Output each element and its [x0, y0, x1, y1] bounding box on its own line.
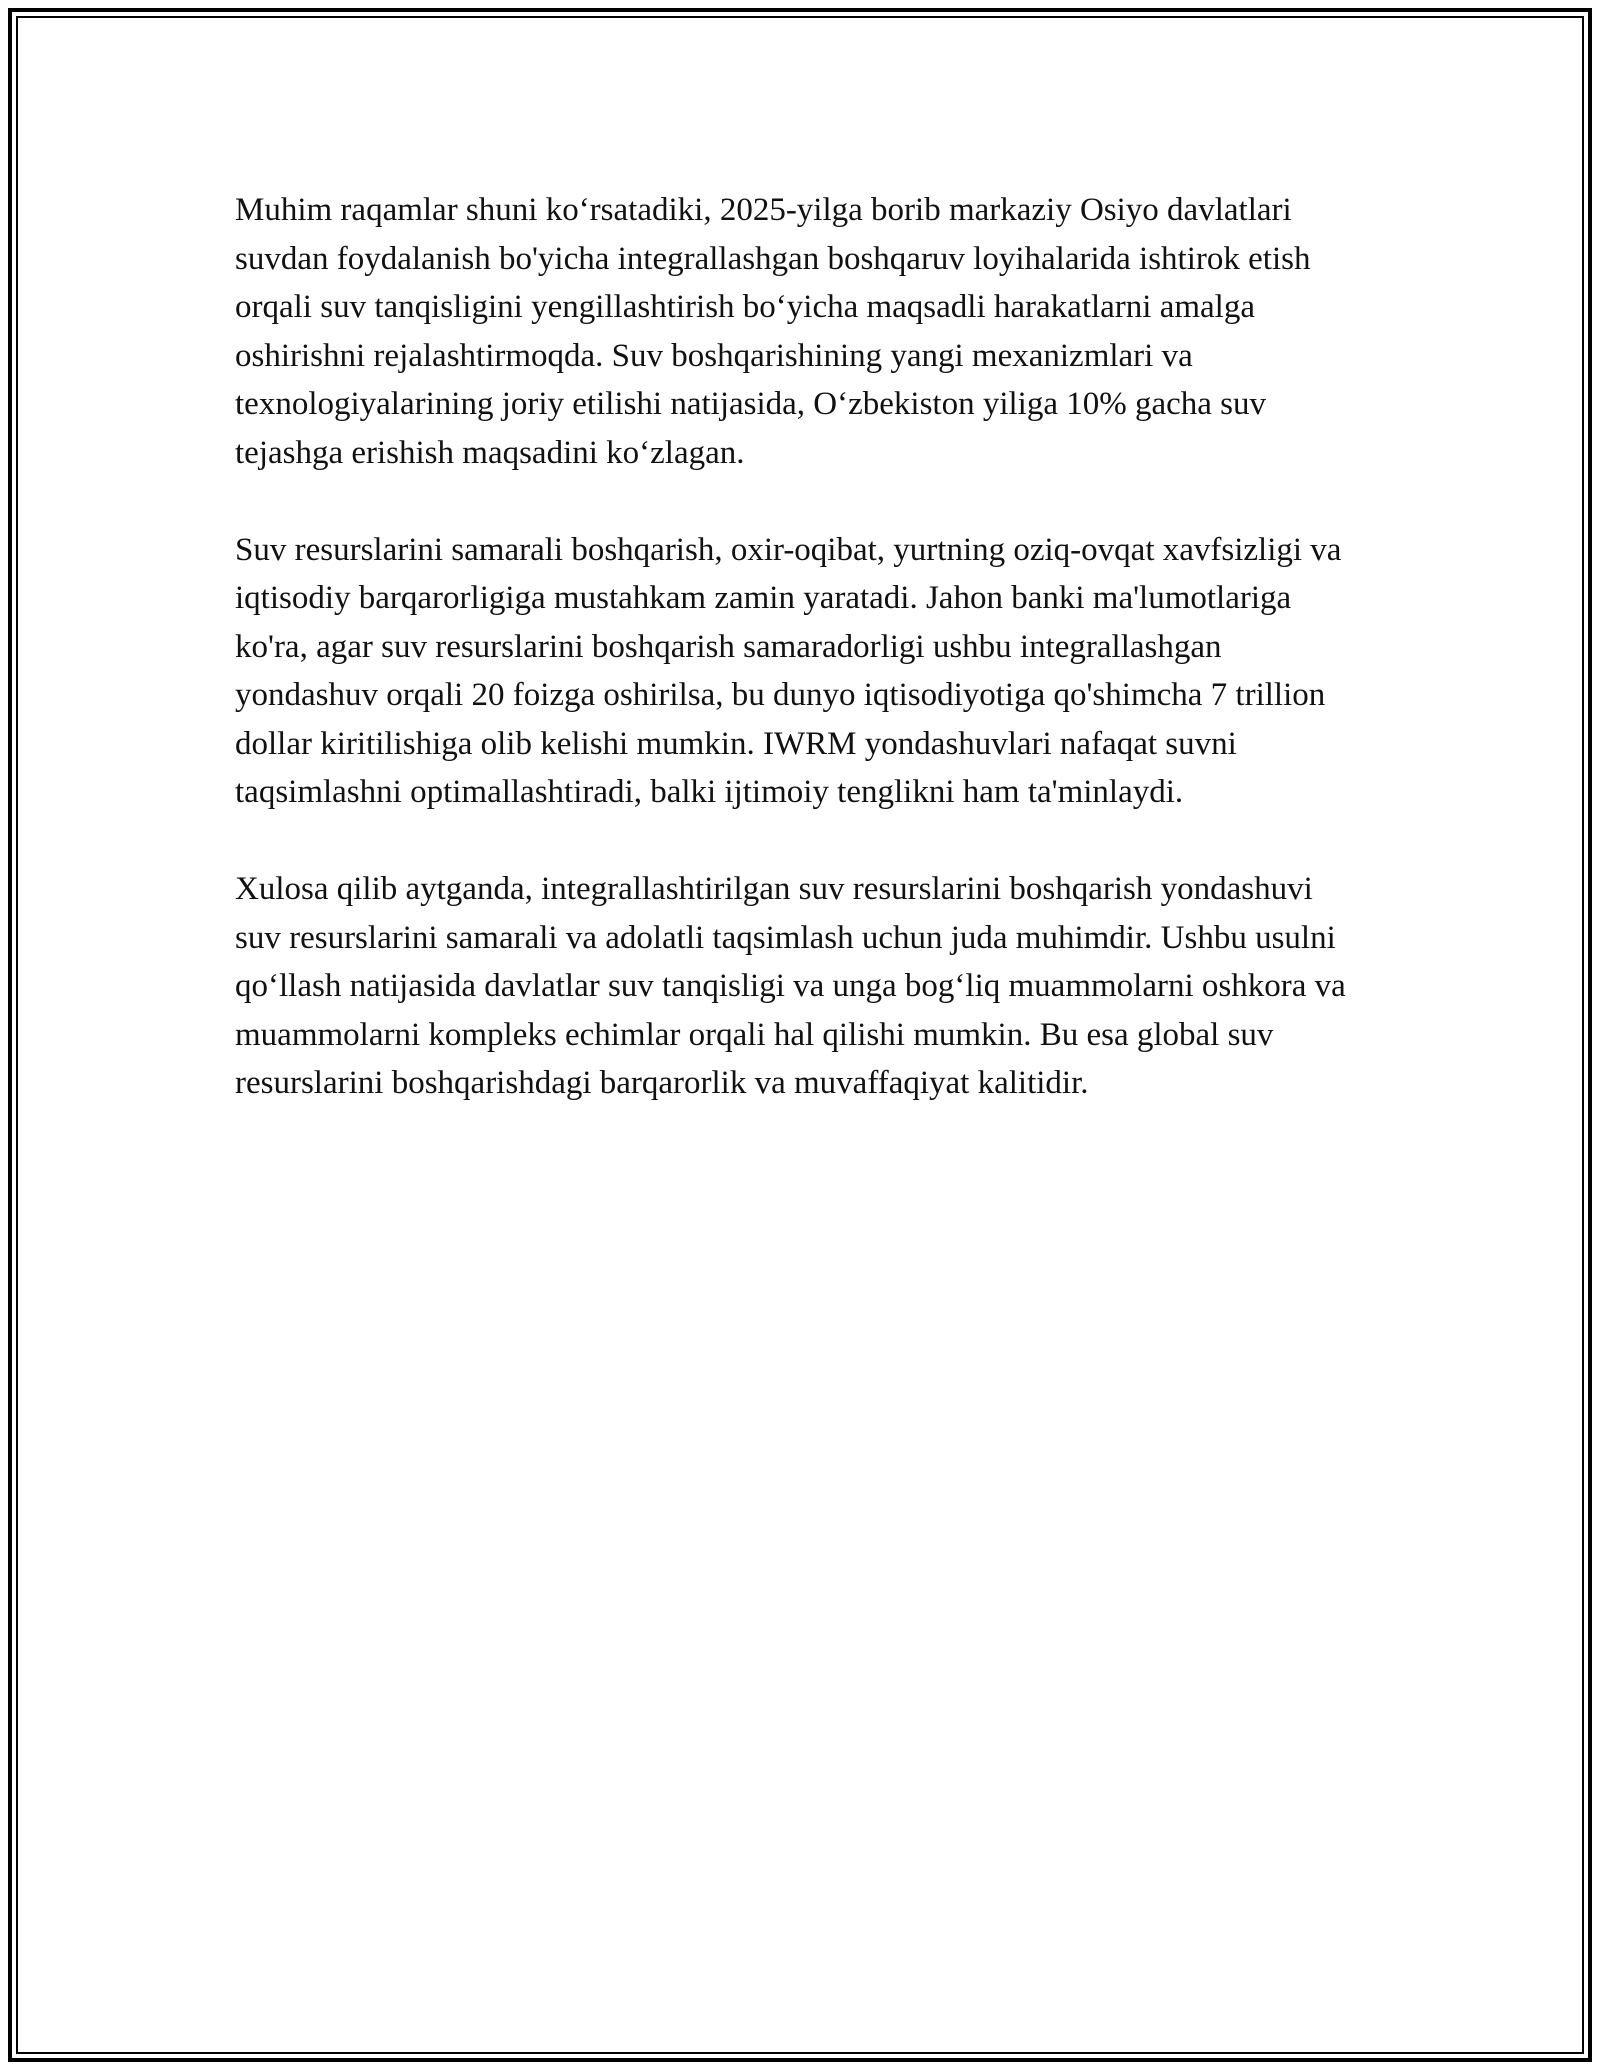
- paragraph-1: Muhim raqamlar shuni ko‘rsatadiki, 2025-yilga borib markaziy Osiyo davlatlari suvdan foydalanish bo'yicha integrallashgan boshqaruv loyihalarida ishtirok etish orqali suv tanqisligini yengillashtirish bo‘yicha maqsadli harakatlarni amalga oshirishni rejalashtirmoqda. Suv boshqarishining yangi mexanizmlari va texnologiyalarining joriy etilishi natijasida, O‘zbekiston yiliga 10% gacha suv tejashga erishish maqsadini ko‘zlagan.: [235, 192, 1311, 471]
- paragraph-3: Xulosa qilib aytganda, integrallashtirilgan suv resurslarini boshqarish yondashuvi suv resurslarini samarali va adolatli taqsimlash uchun juda muhimdir. Ushbu usulni qo‘llash natijasida davlatlar suv tanqisligi va unga bog‘liq muammolarni oshkora va muammolarni kompleks echimlar orqali hal qilishi mumkin. Bu esa global suv resurslarini boshqarishdagi barqarorlik va muvaffaqiyat kalitidir.: [235, 871, 1346, 1101]
- paragraph-2: Suv resurslarini samarali boshqarish, oxir-oqibat, yurtning oziq-ovqat xavfsizligi va iqtisodiy barqarorligiga mustahkam zamin yaratadi. Jahon banki ma'lumotlariga ko'ra, agar suv resurslarini boshqarish samaradorligi ushbu integrallashgan yondashuv orqali 20 foizga oshirilsa, bu dunyo iqtisodiyotiga qo'shimcha 7 trillion dollar kiritilishiga olib kelishi mumkin. IWRM yondashuvlari nafaqat suvni taqsimlashni optimallashtiradi, balki ijtimoiy tenglikni ham ta'minlaydi.: [235, 531, 1342, 810]
- document-body: [235, 186, 1365, 1156]
